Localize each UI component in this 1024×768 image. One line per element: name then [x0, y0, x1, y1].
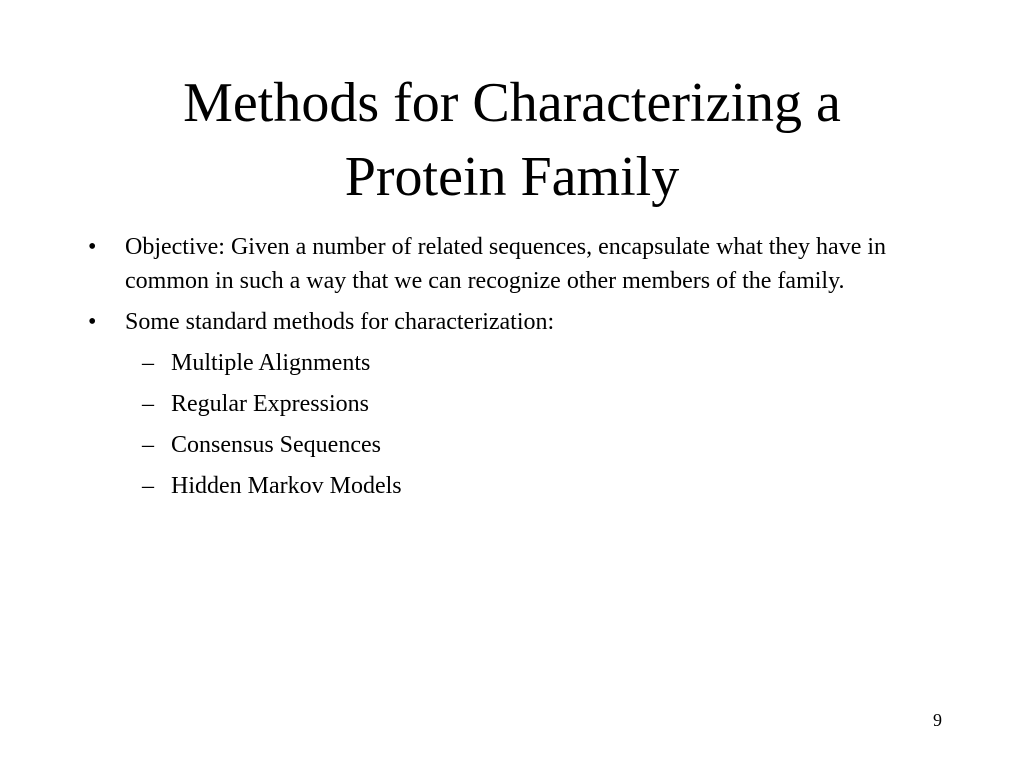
slide-title-line-2: Protein Family: [344, 146, 680, 208]
sub-marker: –: [142, 473, 154, 499]
sub-marker: –: [142, 391, 154, 417]
sub-item-text: Hidden Markov Models: [171, 473, 402, 499]
bullet-marker: •: [88, 234, 97, 260]
bullet-marker: •: [88, 309, 97, 335]
slide-body: [88, 230, 948, 510]
sub-item-text: Multiple Alignments: [171, 350, 371, 376]
slide-title: [80, 66, 944, 214]
sub-item-multiple-alignments: [88, 346, 948, 380]
sub-item-text: Regular Expressions: [171, 391, 369, 417]
bullet-objective: [88, 230, 948, 298]
bullet-text: Objective: Given a number of related sequences, encapsulate what they have in common in such a way that we can recognize other members of the family.: [125, 234, 887, 294]
sub-marker: –: [142, 432, 154, 458]
bullet-text: Some standard methods for characterization:: [125, 309, 555, 335]
sub-marker: –: [142, 350, 154, 376]
sub-item-regular-expressions: [88, 387, 948, 421]
sub-item-hidden-markov-models: [88, 469, 948, 503]
sub-item-consensus-sequences: [88, 428, 948, 462]
bullet-standard-methods: [88, 305, 948, 339]
sub-item-text: Consensus Sequences: [171, 432, 381, 458]
page-number: 9: [933, 710, 942, 730]
slide-title-line-1: Methods for Characterizing a: [183, 72, 841, 134]
